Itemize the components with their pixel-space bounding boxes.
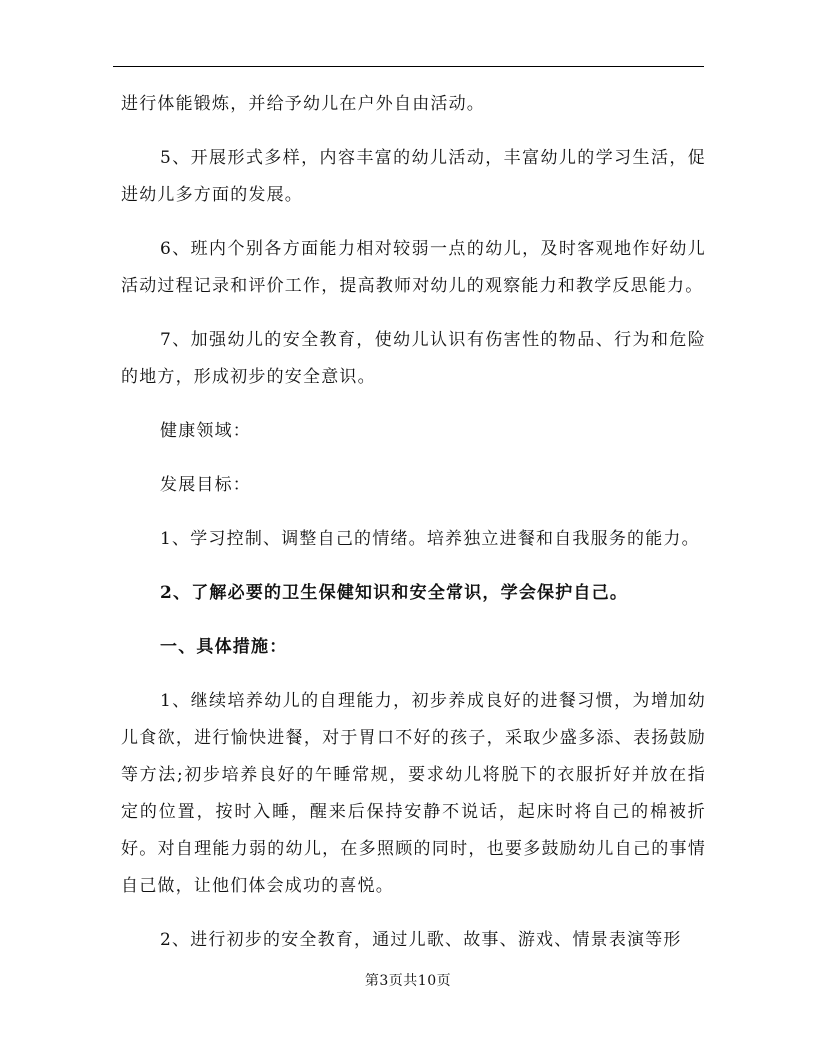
goal-item-1: 1、学习控制、调整自己的情绪。培养独立进餐和自我服务的能力。 [160, 529, 700, 549]
document-body [121, 86, 706, 976]
measure-item-1: 1、继续培养幼儿的自理能力，初步养成良好的进餐习惯，为增加幼儿食欲，进行愉快进餐，对于胃口不好的孩子，采取少盛多添、表扬鼓励等方法;初步培养良好的午睡常规，要求幼儿将脱下的衣服折好并放在指定的位置，按时入睡，醒来后保持安静不说话，起床时将自己的棉被折好。对自理能力弱的幼儿，在多照顾的同时，也要多鼓励幼儿自己的事情自己做，让他们体会成功的喜悦。 [121, 691, 706, 896]
section-heading-measures: 一、具体措施： [160, 637, 288, 657]
paragraph-item-5: 5、开展形式多样，内容丰富的幼儿活动，丰富幼儿的学习生活，促进幼儿多方面的发展。 [121, 148, 706, 205]
paragraph-item-6: 6、班内个别各方面能力相对较弱一点的幼儿，及时客观地作好幼儿活动过程记录和评价工作，提高教师对幼儿的观察能力和教学反思能力。 [121, 239, 706, 296]
section-heading-health: 健康领域： [160, 421, 251, 441]
goal-item-2: 2、了解必要的卫生保健知识和安全常识，学会保护自己。 [160, 583, 629, 603]
measure-item-2: 2、进行初步的安全教育，通过儿歌、故事、游戏、情景表演等形 [160, 930, 682, 950]
section-heading-goals: 发展目标： [160, 475, 251, 495]
paragraph-item-7: 7、加强幼儿的安全教育，使幼儿认识有伤害性的物品、行为和危险的地方，形成初步的安全意识。 [121, 330, 706, 387]
page-number: 第3页共10页 [364, 973, 452, 989]
paragraph-continuation: 进行体能锻炼，并给予幼儿在户外自由活动。 [121, 94, 485, 114]
header-rule [113, 66, 704, 67]
